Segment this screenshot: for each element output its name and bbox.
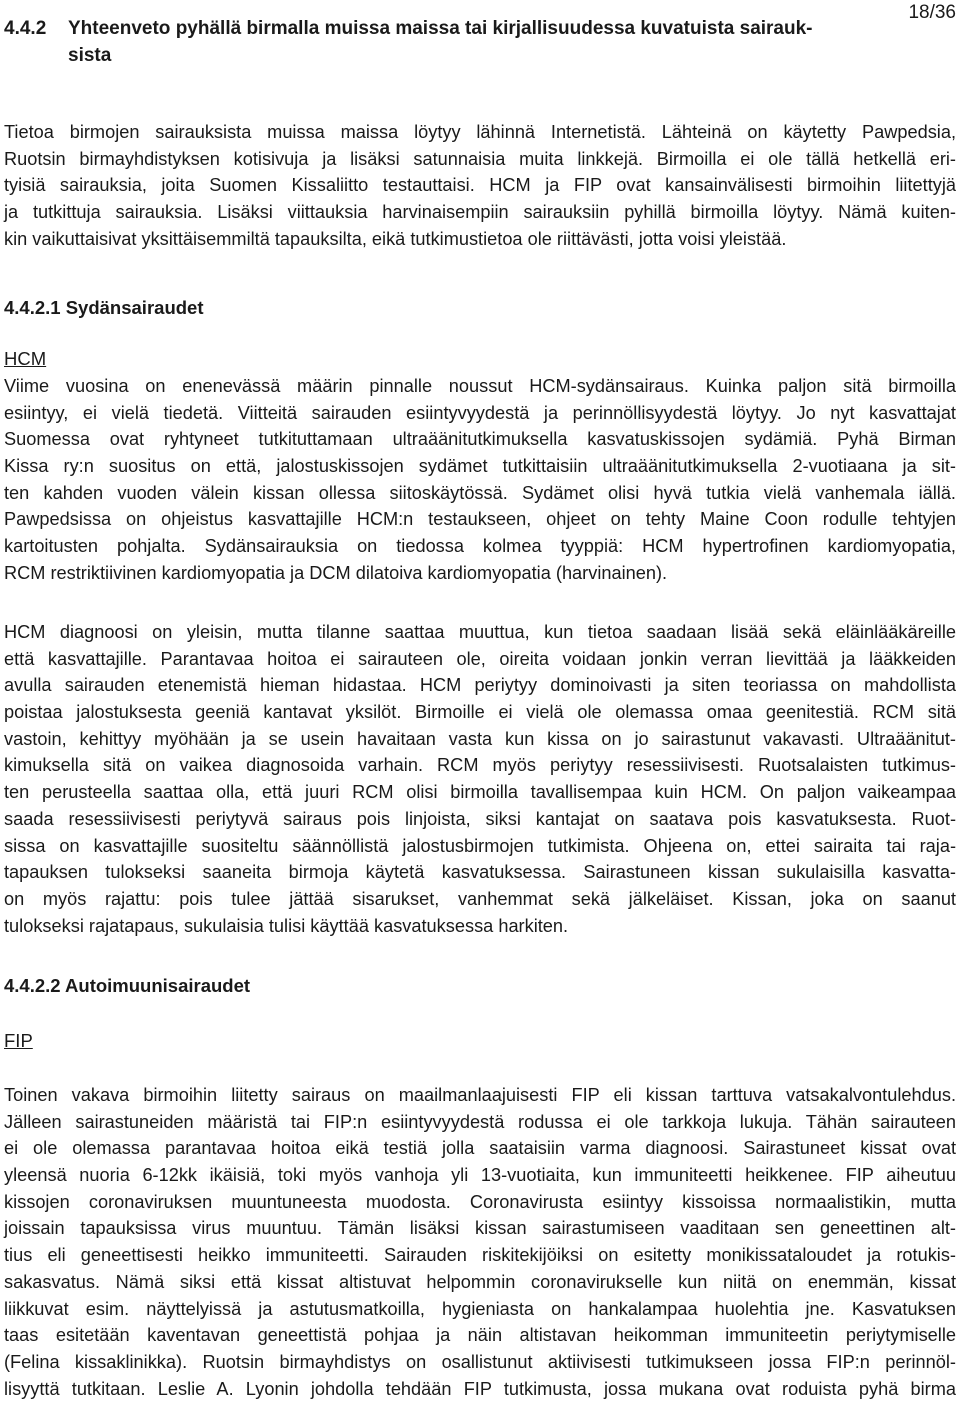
paragraph-line: Jälleen sairastuneiden määristä tai FIP:n esiintyvyydestä rodussa ei ole tarkkoja lukuja. Tähän sairauteen <box>4 1111 956 1132</box>
paragraph-line: kartoitusten pohjalta. Sydänsairauksia on tiedossa kolmea tyyppiä: HCM hypertrofinen kardiomyopatia, <box>4 536 956 557</box>
paragraph-line: tulokseksi rajatapaus, sukulaisia tulisi käyttää kasvatuksessa harkiten. <box>4 915 569 936</box>
section-heading-line-2 <box>4 43 956 70</box>
intro-line: tyisiä sairauksia, joita Suomen Kissaliitto testauttaisi. HCM ja FIP ovat kansainvälisesti birmoihin liitettyjä <box>4 175 956 196</box>
fip-label-block <box>4 1028 956 1054</box>
intro-line: ja tutkittuja sairauksia. Lisäksi viittauksia harvinaisempiin sairauksiin pyhillä birmoilla löytyy. Nämä kuiten- <box>4 202 956 223</box>
section-title-line-2: sista <box>68 44 112 66</box>
section-heading <box>4 16 956 69</box>
paragraph-line: tius eli geneettisesti heikko immuniteetti. Sairauden riskitekijöiksi on esitetty monikissataloudet ja rotukis- <box>4 1245 956 1266</box>
paragraph-line: että kasvattajille. Parantavaa hoitoa ei sairauteen ole, oireita voidaan jonkin verran lievittää ja lääkkeiden <box>4 648 956 669</box>
section-heading-line-1 <box>4 16 956 43</box>
paragraph-line: (Felina kissaklinikka). Ruotsin birmayhdistys on osallistunut aktiivisesti tutkimukseen jossa FIP:n perinnöl- <box>4 1351 956 1372</box>
subsection-title: 4.4.2.1 Sydänsairaudet <box>4 297 204 318</box>
paragraph-line: ei ole olemassa parantavaa hoitoa eikä testiä jolla saataisiin varma diagnoosi. Sairastuneet kissat ovat <box>4 1138 956 1159</box>
hcm-label-block <box>4 346 956 372</box>
subsection-title: 4.4.2.2 Autoimuunisairaudet <box>4 975 251 996</box>
paragraph-line: saada resessiivisesti periytyvä sairaus pois linjoista, siksi kantajat on saatava pois kasvatuksesta. Ruot- <box>4 808 956 829</box>
page-number: 18/36 <box>908 2 956 23</box>
paragraph-line: avulla sairauden etenemistä hieman hidastaa. HCM periytyy dominoivasti ja siten teoriassa on mahdollista <box>4 675 956 696</box>
hcm-label: HCM <box>4 348 47 369</box>
paragraph-line: yleensä nuoria 6-12kk ikäisiä, toki myös vanhoja yli 13-vuotiaita, kun immuniteetti heikkenee. FIP aiheutuu <box>4 1165 956 1186</box>
paragraph-line: joissain tapauksissa virus muuntuu. Tämän lisäksi kissan sairastumiseen vaaditaan sen geneettinen alt- <box>4 1218 956 1239</box>
intro-line: Tietoa birmojen sairauksista muissa maissa löytyy lähinnä Internetistä. Lähteinä on käytetty Pawpedsia, <box>4 122 956 142</box>
paragraph-line: HCM diagnoosi on yleisin, mutta tilanne saattaa muuttua, kun tietoa saadaan lisää sekä eläinlääkäreille <box>4 622 956 642</box>
intro-line: kin vaikuttaisivat yksittäisemmiltä tapauksilta, eikä tutkimustietoa ole riittävästi, jotta voisi yleistää. <box>4 228 787 249</box>
hcm-paragraph-2 <box>4 619 956 939</box>
paragraph-line: Toinen vakava birmoihin liitetty sairaus on maailmanlaajuisesti FIP eli kissan tarttuva vatsakalvontulehdus. <box>4 1085 956 1105</box>
paragraph-line: RCM restriktiivinen kardiomyopatia ja DCM dilatoiva kardiomyopatia (harvinainen). <box>4 562 668 583</box>
paragraph-line: lisyyttä tutkitaan. Leslie A. Lyonin johdolla tehdään FIP tutkimusta, jossa mukana ovat roduista pyhä birma <box>4 1378 956 1399</box>
paragraph-line: tapauksen tulokseksi saaneita birmoja käytetä kasvatuksessa. Sairastuneen kissan sukulaisilla kasvatta- <box>4 862 956 883</box>
paragraph-line: sissa on kasvattajille suositeltu säännöllistä jalostusbirmojen tutkimista. Ohjeena on, ettei sairaita tai raja- <box>4 835 956 856</box>
paragraph-line: esiintyy, ei vielä tiedetä. Viitteitä sairauden esiintyvyydestä ja perinnöllisyydestä löytyy. Jo nyt kasvattajat <box>4 402 956 423</box>
paragraph-line: ten kahden vuoden välein kissan ollessa siitoskäytössä. Sydämet olisi hyvä tutkia vielä vanhemala iällä. <box>4 482 956 503</box>
intro-line: Ruotsin birmayhdistyksen kotisivuja ja lisäksi satunnaisia muita linkkejä. Birmoilla ei ole tällä hetkellä eri- <box>4 148 956 169</box>
subsection-heading-autoimmuunisairaudet <box>4 973 956 999</box>
paragraph-line: liikkuvat esim. näyttelyissä ja astutusmatkoilla, hygieniasta on hankalampaa huolehtia jne. Kasvatuksen <box>4 1298 956 1319</box>
section-title-line-1: Yhteenveto pyhällä birmalla muissa maissa tai kirjallisuudessa kuvatuista sairauk- <box>68 18 813 39</box>
paragraph-line: Suomessa ovat ryhtyneet tutkituttamaan ultraäänitutkimuksella kasvatuskissojen sydämiä. Pyhä Birman <box>4 429 956 450</box>
intro-paragraph <box>4 119 956 252</box>
paragraph-line: vastoin, kehittyy myöhään ja se usein havaitaan vasta kun kissa on jo sairastunut vakavasti. Ultraäänitut- <box>4 728 956 749</box>
paragraph-line: sakasvatus. Nämä siksi että kissat altistuvat helpommin coronavirukselle kun niitä on enemmän, kissat <box>4 1271 956 1292</box>
paragraph-line: poistaa jalostuksesta geeniä kantavat yksilöt. Birmoille ei vielä ole olemassa omaa geenitestiä. RCM sitä <box>4 702 956 723</box>
paragraph-line: taas esitetään kaventavan geneettistä pohjaa ja näin altistavan heikomman immuniteetin periytymiselle <box>4 1325 956 1346</box>
paragraph-line: Pawpedsissa on ohjeistus kasvattajille HCM:n testaukseen, ohjeet on tehty Maine Coon rodulle tehtyjen <box>4 509 956 530</box>
paragraph-line: kimuksella sitä on vaikea diagnosoida varhain. RCM myös periytyy resessiivisesti. Ruotsalaisten tutkimus- <box>4 755 956 776</box>
paragraph-line: on myös rajattu: pois tulee jättää sisarukset, vanhemmat sekä jälkeläiset. Kissan, joka on saanut <box>4 888 956 909</box>
fip-paragraph <box>4 1082 956 1402</box>
section-number: 4.4.2 <box>4 18 47 39</box>
subsection-heading-sydansairaudet <box>4 295 956 321</box>
fip-label: FIP <box>4 1030 33 1051</box>
paragraph-line: kissojen coronaviruksen muuntuneesta muodosta. Coronavirusta esiintyy kissoissa normaalistikin, mutta <box>4 1191 956 1212</box>
paragraph-line: Kissa ry:n suositus on että, jalostuskissojen sydämet tutkittaisiin ultraäänitutkimuksella 2-vuotiaana ja sit- <box>4 456 956 477</box>
paragraph-line: Viime vuosina on enenevässä määrin pinnalle noussut HCM-sydänsairaus. Kuinka paljon sitä birmoilla <box>4 376 956 396</box>
paragraph-line: ten perusteella saattaa olla, että juuri RCM olisi birmoilla tavallisempaa kuin HCM. On paljon vaikeampaa <box>4 782 956 803</box>
hcm-paragraph-1 <box>4 373 956 587</box>
